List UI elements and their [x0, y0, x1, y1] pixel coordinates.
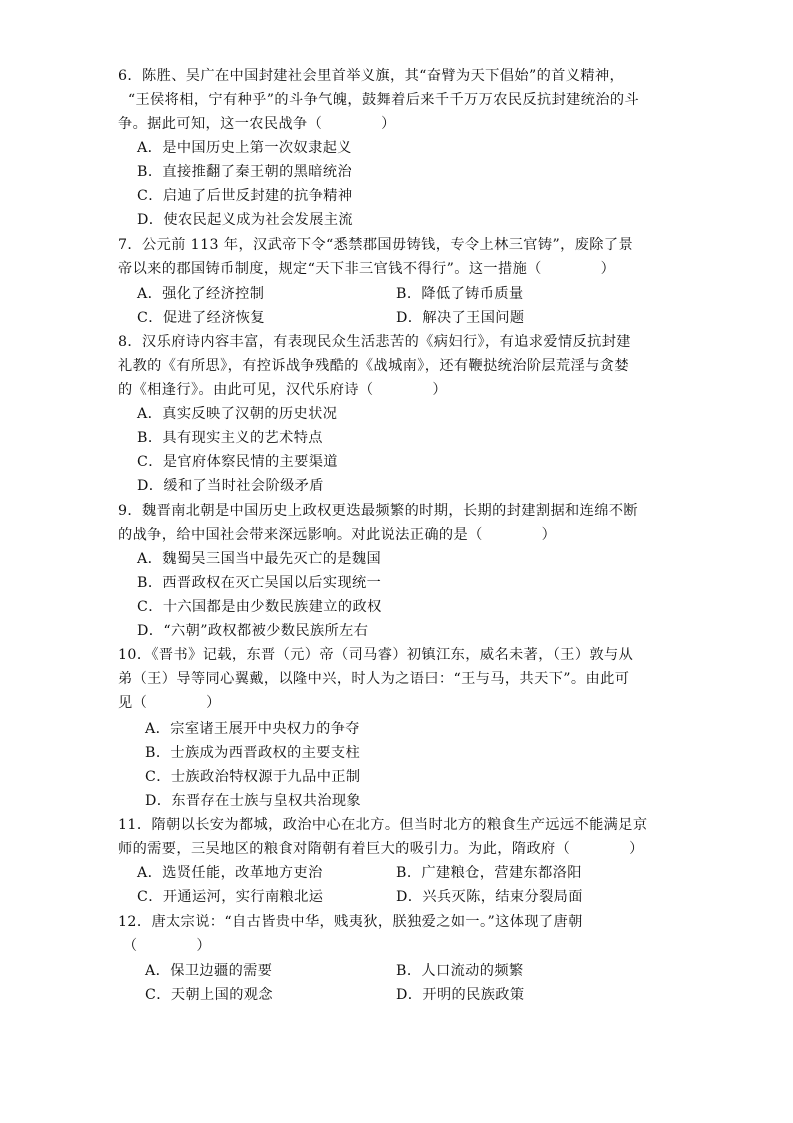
question-10-option-c: C．士族政治特权源于九品中正制	[145, 769, 361, 785]
question-8-option-d: D．缓和了当时社会阶级矛盾	[137, 478, 324, 494]
question-8-line-2: 礼教的《有所思》，有控诉战争残酷的《战城南》，还有鞭挞统治阶层荒淫与贪婪	[118, 358, 629, 374]
question-8-option-a: A．真实反映了汉朝的历史状况	[137, 406, 338, 422]
question-7-option-d: D．解决了王国问题	[396, 310, 525, 326]
question-9-line-1: 9．魏晋南北朝是中国历史上政权更迭最频繁的时期，长期的封建割据和连绵不断	[118, 503, 638, 519]
question-12-line-2: （ ）	[118, 938, 212, 954]
question-10-line-2: 弟（王）导等同心翼戴，以隆中兴，时人为之语曰：“王与马，共天下”。由此可	[118, 671, 630, 687]
question-6-option-d: D．使农民起义成为社会发展主流	[137, 212, 354, 228]
question-11-line-1: 11．隋朝以长安为都城，政治中心在北方。但当时北方的粮食生产远远不能满足京	[118, 817, 648, 833]
question-10-line-1: 10．《晋书》记载，东晋（元）帝（司马睿）初镇江东，威名未著，（王）敦与从	[118, 647, 634, 663]
question-6-option-b: B．直接推翻了秦王朝的黑暗统治	[137, 164, 353, 180]
question-8-line-1: 8．汉乐府诗内容丰富，有表现民众生活悲苦的《病妇行》，有追求爱情反抗封建	[118, 334, 631, 350]
question-9-line-2: 的战争，给中国社会带来深远影响。对此说法正确的是（ ）	[118, 527, 557, 543]
question-8-option-b: B．具有现实主义的艺术特点	[137, 430, 323, 446]
question-10-line-3: 见（ ）	[118, 695, 221, 711]
question-12-line-1: 12．唐太宗说：“自古皆贵中华，贱夷狄，朕独爱之如一。”这体现了唐朝	[118, 914, 583, 930]
question-6-line-2: “王侯将相，宁有种乎”的斗争气魄，鼓舞着后来千千万万农民反抗封建统治的斗	[118, 92, 640, 108]
question-7-line-1: 7．公元前 113 年，汉武帝下令“悉禁郡国毋铸钱，专令上林三官铸”，废除了景	[118, 237, 634, 253]
question-10-option-a: A．宗室诸王展开中央权力的争夺	[145, 721, 360, 737]
question-7-option-a: A．强化了经济控制	[137, 286, 265, 302]
question-6-line-3: 争。据此可知，这一农民战争（ ）	[118, 116, 396, 132]
question-6-option-c: C．启迪了后世反封建的抗争精神	[137, 188, 353, 204]
question-12-option-c: C．天朝上国的观念	[145, 987, 273, 1003]
question-11-option-d: D．兴兵灭陈，结束分裂局面	[396, 889, 583, 905]
question-9-option-b: B．西晋政权在灭亡吴国以后实现统一	[137, 575, 382, 591]
question-10-option-d: D．东晋存在士族与皇权共治现象	[145, 793, 362, 809]
question-6-option-a: A．是中国历史上第一次奴隶起义	[137, 140, 352, 156]
question-11-option-b: B．广建粮仓，营建东都洛阳	[396, 865, 582, 881]
question-8-option-c: C．是官府体察民情的主要渠道	[137, 454, 338, 470]
question-11-option-a: A．选贤任能，改革地方吏治	[137, 865, 323, 881]
question-9-option-c: C．十六国都是由少数民族建立的政权	[137, 599, 382, 615]
question-12-option-a: A．保卫边疆的需要	[145, 963, 273, 979]
question-6-line-1: 6．陈胜、吴广在中国封建社会里首举义旗，其“奋臂为天下倡始”的首义精神，	[118, 68, 625, 84]
question-8-line-3: 的《相逢行》。由此可见，汉代乐府诗（ ）	[118, 382, 447, 398]
question-7-line-2: 帝以来的郡国铸币制度，规定“天下非三官钱不得行”。这一措施（ ）	[118, 261, 616, 277]
question-11-option-c: C．开通运河，实行南粮北运	[137, 889, 324, 905]
question-9-option-a: A．魏蜀吴三国当中最先灭亡的是魏国	[137, 551, 382, 567]
question-12-option-b: B．人口流动的频繁	[396, 963, 524, 979]
question-7-option-c: C．促进了经济恢复	[137, 310, 265, 326]
question-7-option-b: B．降低了铸币质量	[396, 286, 524, 302]
question-10-option-b: B．士族成为西晋政权的主要支柱	[145, 745, 361, 761]
question-9-option-d: D．“六朝”政权都被少数民族所左右	[137, 623, 369, 639]
question-11-line-2: 师的需要，三吴地区的粮食对隋朝有着巨大的吸引力。为此，隋政府（ ）	[118, 841, 644, 857]
question-12-option-d: D．开明的民族政策	[396, 987, 525, 1003]
